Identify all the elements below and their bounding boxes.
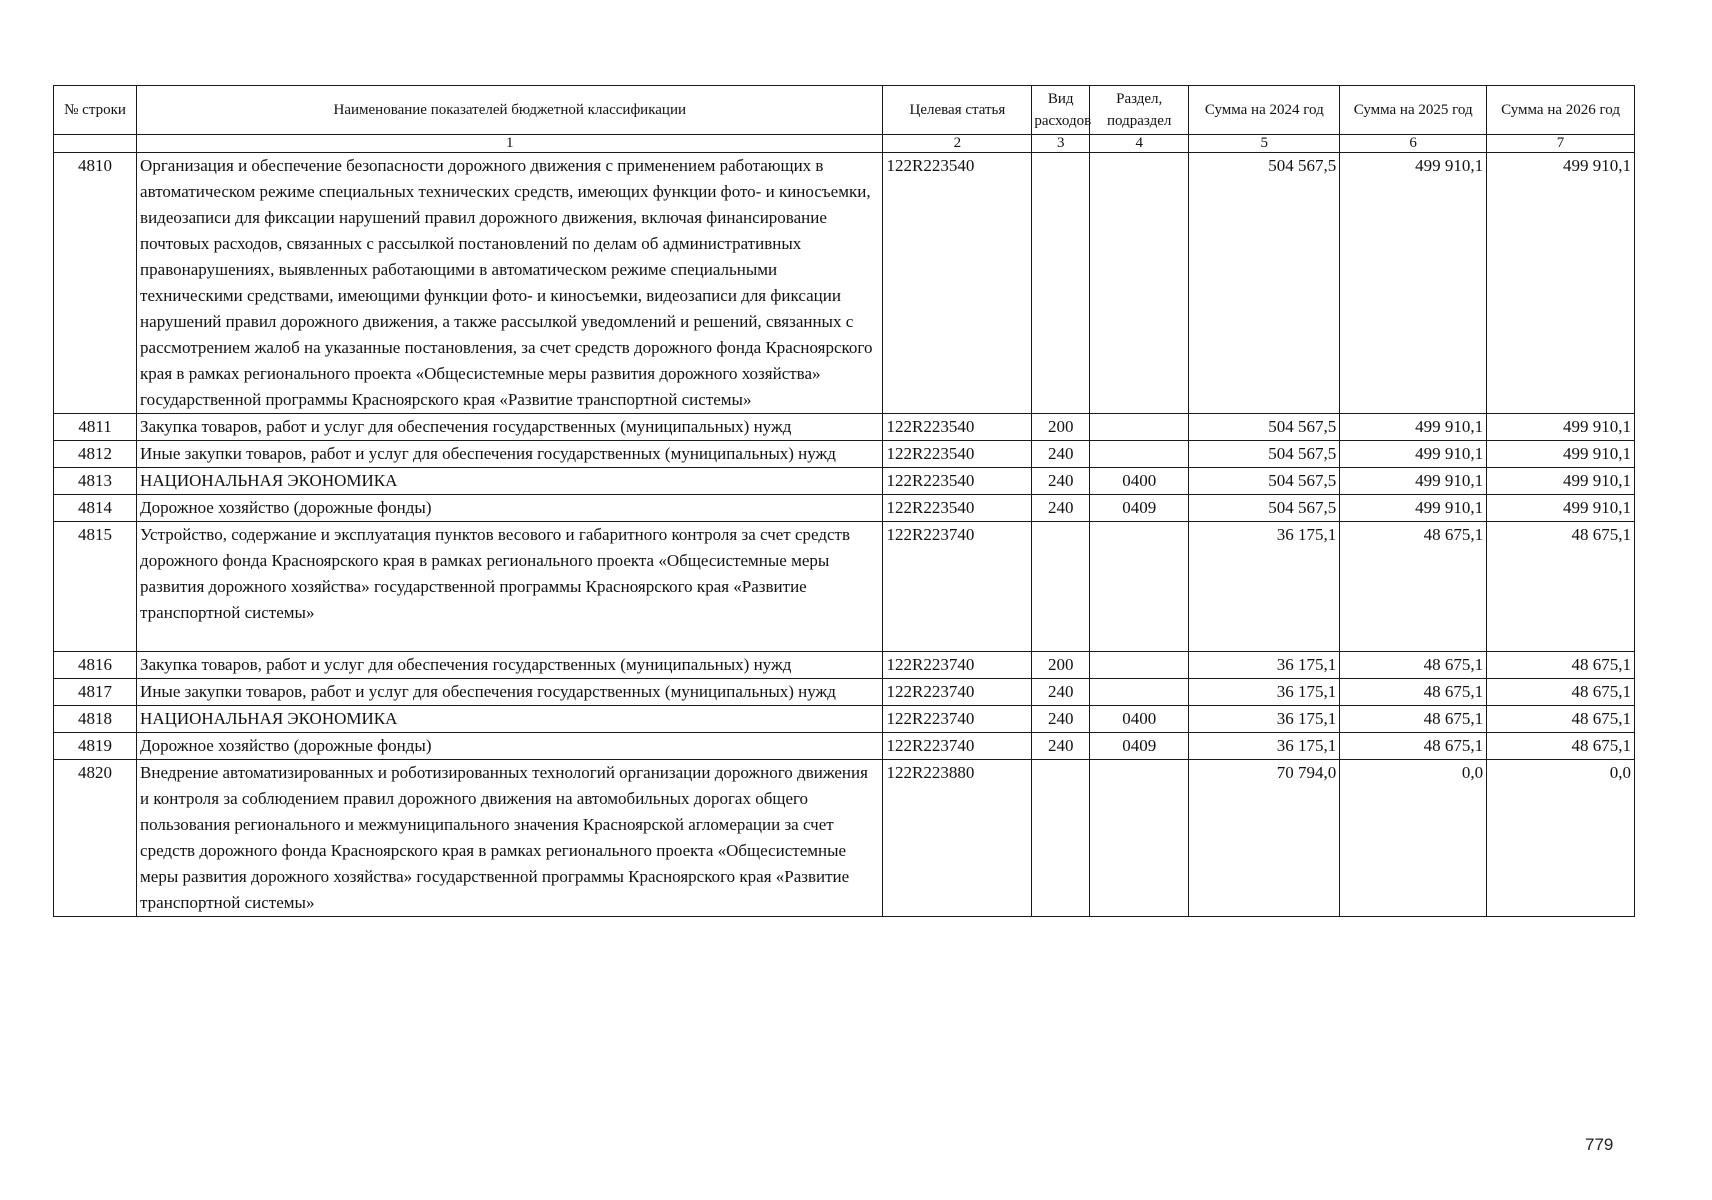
indicator-name: Дорожное хозяйство (дорожные фонды)	[137, 495, 883, 522]
indicator-name: НАЦИОНАЛЬНАЯ ЭКОНОМИКА	[137, 468, 883, 495]
sum-2025: 0,0	[1340, 760, 1487, 917]
expense-kind	[1032, 153, 1090, 414]
expense-kind	[1032, 760, 1090, 917]
page-number: 779	[1585, 1135, 1614, 1154]
header-sum-2026: Сумма на 2026 год	[1487, 86, 1635, 135]
expense-kind: 240	[1032, 706, 1090, 733]
header-sum-2025: Сумма на 2025 год	[1340, 86, 1487, 135]
sum-2026: 499 910,1	[1487, 495, 1635, 522]
target-article: 122R223540	[883, 468, 1032, 495]
sum-2024: 36 175,1	[1189, 522, 1340, 652]
expense-kind: 200	[1032, 414, 1090, 441]
expense-kind: 240	[1032, 733, 1090, 760]
column-number: 5	[1189, 135, 1340, 153]
expense-kind: 240	[1032, 468, 1090, 495]
row-number: 4817	[54, 679, 137, 706]
table-row	[54, 441, 1635, 468]
indicator-name: Иные закупки товаров, работ и услуг для обеспечения государственных (муниципальных) нужд	[137, 441, 883, 468]
column-number: 7	[1487, 135, 1635, 153]
expense-kind: 240	[1032, 679, 1090, 706]
target-article: 122R223540	[883, 414, 1032, 441]
table-row	[54, 760, 1635, 917]
indicator-name: Устройство, содержание и эксплуатация пунктов весового и габаритного контроля за счет средств дорожного фонда Красноярского края в рамках регионального проекта «Общесистемные меры развития дорожного хозяйства» государственной программы Красноярского края «Развитие транспортной системы»	[137, 522, 883, 652]
sum-2026: 499 910,1	[1487, 468, 1635, 495]
table-row	[54, 679, 1635, 706]
sum-2025: 499 910,1	[1340, 468, 1487, 495]
header-section: Раздел, подраздел	[1090, 86, 1189, 135]
sum-2025: 499 910,1	[1340, 441, 1487, 468]
header-expense-kind: Вид расходов	[1032, 86, 1090, 135]
sum-2024: 504 567,5	[1189, 414, 1340, 441]
row-number: 4812	[54, 441, 137, 468]
header-row-number: № строки	[54, 86, 137, 135]
sum-2026: 48 675,1	[1487, 652, 1635, 679]
table-row	[54, 652, 1635, 679]
target-article: 122R223540	[883, 153, 1032, 414]
column-number: 2	[883, 135, 1032, 153]
section-code	[1090, 441, 1189, 468]
sum-2024: 504 567,5	[1189, 468, 1340, 495]
budget-table	[53, 85, 1635, 917]
sum-2025: 48 675,1	[1340, 679, 1487, 706]
sum-2025: 48 675,1	[1340, 652, 1487, 679]
indicator-name: Иные закупки товаров, работ и услуг для обеспечения государственных (муниципальных) нужд	[137, 679, 883, 706]
row-number: 4810	[54, 153, 137, 414]
section-code	[1090, 414, 1189, 441]
target-article: 122R223740	[883, 706, 1032, 733]
section-code	[1090, 522, 1189, 652]
target-article: 122R223540	[883, 495, 1032, 522]
target-article: 122R223740	[883, 679, 1032, 706]
sum-2025: 48 675,1	[1340, 706, 1487, 733]
sum-2024: 504 567,5	[1189, 153, 1340, 414]
table-row	[54, 414, 1635, 441]
sum-2024: 36 175,1	[1189, 652, 1340, 679]
indicator-name: Дорожное хозяйство (дорожные фонды)	[137, 733, 883, 760]
header-target-article: Целевая статья	[883, 86, 1032, 135]
column-number: 1	[137, 135, 883, 153]
sum-2026: 48 675,1	[1487, 733, 1635, 760]
row-number: 4815	[54, 522, 137, 652]
section-code	[1090, 652, 1189, 679]
sum-2025: 499 910,1	[1340, 495, 1487, 522]
section-code: 0409	[1090, 495, 1189, 522]
expense-kind: 240	[1032, 441, 1090, 468]
section-code	[1090, 153, 1189, 414]
row-number: 4813	[54, 468, 137, 495]
row-number: 4814	[54, 495, 137, 522]
target-article: 122R223740	[883, 652, 1032, 679]
expense-kind: 240	[1032, 495, 1090, 522]
section-code: 0400	[1090, 706, 1189, 733]
column-number: 6	[1340, 135, 1487, 153]
sum-2026: 499 910,1	[1487, 441, 1635, 468]
target-article: 122R223740	[883, 522, 1032, 652]
sum-2024: 36 175,1	[1189, 706, 1340, 733]
column-number: 4	[1090, 135, 1189, 153]
target-article: 122R223740	[883, 733, 1032, 760]
target-article: 122R223540	[883, 441, 1032, 468]
row-number: 4818	[54, 706, 137, 733]
indicator-name: НАЦИОНАЛЬНАЯ ЭКОНОМИКА	[137, 706, 883, 733]
sum-2024: 36 175,1	[1189, 733, 1340, 760]
indicator-name: Организация и обеспечение безопасности дорожного движения с применением работающих в автоматическом режиме специальных технических средств, имеющих функции фото- и киносъемки, видеозаписи для фиксации нарушений правил дорожного движения, включая финансирование почтовых расходов, связанных с рассылкой постановлений по делам об административных правонарушениях, выявленных работающими в автоматическом режиме специальными техническими средствами, имеющими функции фото- и киносъемки, видеозаписи для фиксации нарушений правил дорожного движения, а также рассылкой уведомлений и решений, связанных с рассмотрением жалоб на указанные постановления, за счет средств дорожного фонда Красноярского края в рамках регионального проекта «Общесистемные меры развития дорожного хозяйства» государственной программы Красноярского края «Развитие транспортной системы»	[137, 153, 883, 414]
expense-kind	[1032, 522, 1090, 652]
header-name: Наименование показателей бюджетной классификации	[137, 86, 883, 135]
expense-kind: 200	[1032, 652, 1090, 679]
section-code	[1090, 760, 1189, 917]
section-code: 0409	[1090, 733, 1189, 760]
sum-2024: 504 567,5	[1189, 495, 1340, 522]
sum-2024: 504 567,5	[1189, 441, 1340, 468]
row-number: 4811	[54, 414, 137, 441]
sum-2025: 499 910,1	[1340, 153, 1487, 414]
sum-2025: 48 675,1	[1340, 733, 1487, 760]
row-number: 4820	[54, 760, 137, 917]
indicator-name: Закупка товаров, работ и услуг для обеспечения государственных (муниципальных) нужд	[137, 652, 883, 679]
sum-2026: 48 675,1	[1487, 522, 1635, 652]
sum-2024: 36 175,1	[1189, 679, 1340, 706]
header-sum-2024: Сумма на 2024 год	[1189, 86, 1340, 135]
section-code: 0400	[1090, 468, 1189, 495]
table-row	[54, 468, 1635, 495]
sum-2026: 499 910,1	[1487, 414, 1635, 441]
row-number: 4816	[54, 652, 137, 679]
indicator-name: Внедрение автоматизированных и роботизированных технологий организации дорожного движения и контроля за соблюдением правил дорожного движения на автомобильных дорогах общего пользования регионального и межмуниципального значения Красноярской агломерации за счет средств дорожного фонда Красноярского края в рамках регионального проекта «Общесистемные меры развития дорожного хозяйства» государственной программы Красноярского края «Развитие транспортной системы»	[137, 760, 883, 917]
column-number: 3	[1032, 135, 1090, 153]
row-number: 4819	[54, 733, 137, 760]
column-number	[54, 135, 137, 153]
sum-2025: 48 675,1	[1340, 522, 1487, 652]
table-row	[54, 733, 1635, 760]
header-row	[54, 86, 1635, 135]
table-row	[54, 153, 1635, 414]
sum-2026: 499 910,1	[1487, 153, 1635, 414]
sum-2024: 70 794,0	[1189, 760, 1340, 917]
sum-2026: 0,0	[1487, 760, 1635, 917]
sum-2025: 499 910,1	[1340, 414, 1487, 441]
column-numbers-row	[54, 135, 1635, 153]
table-row	[54, 706, 1635, 733]
indicator-name: Закупка товаров, работ и услуг для обеспечения государственных (муниципальных) нужд	[137, 414, 883, 441]
section-code	[1090, 679, 1189, 706]
sum-2026: 48 675,1	[1487, 706, 1635, 733]
target-article: 122R223880	[883, 760, 1032, 917]
table-row	[54, 522, 1635, 652]
table-row	[54, 495, 1635, 522]
sum-2026: 48 675,1	[1487, 679, 1635, 706]
